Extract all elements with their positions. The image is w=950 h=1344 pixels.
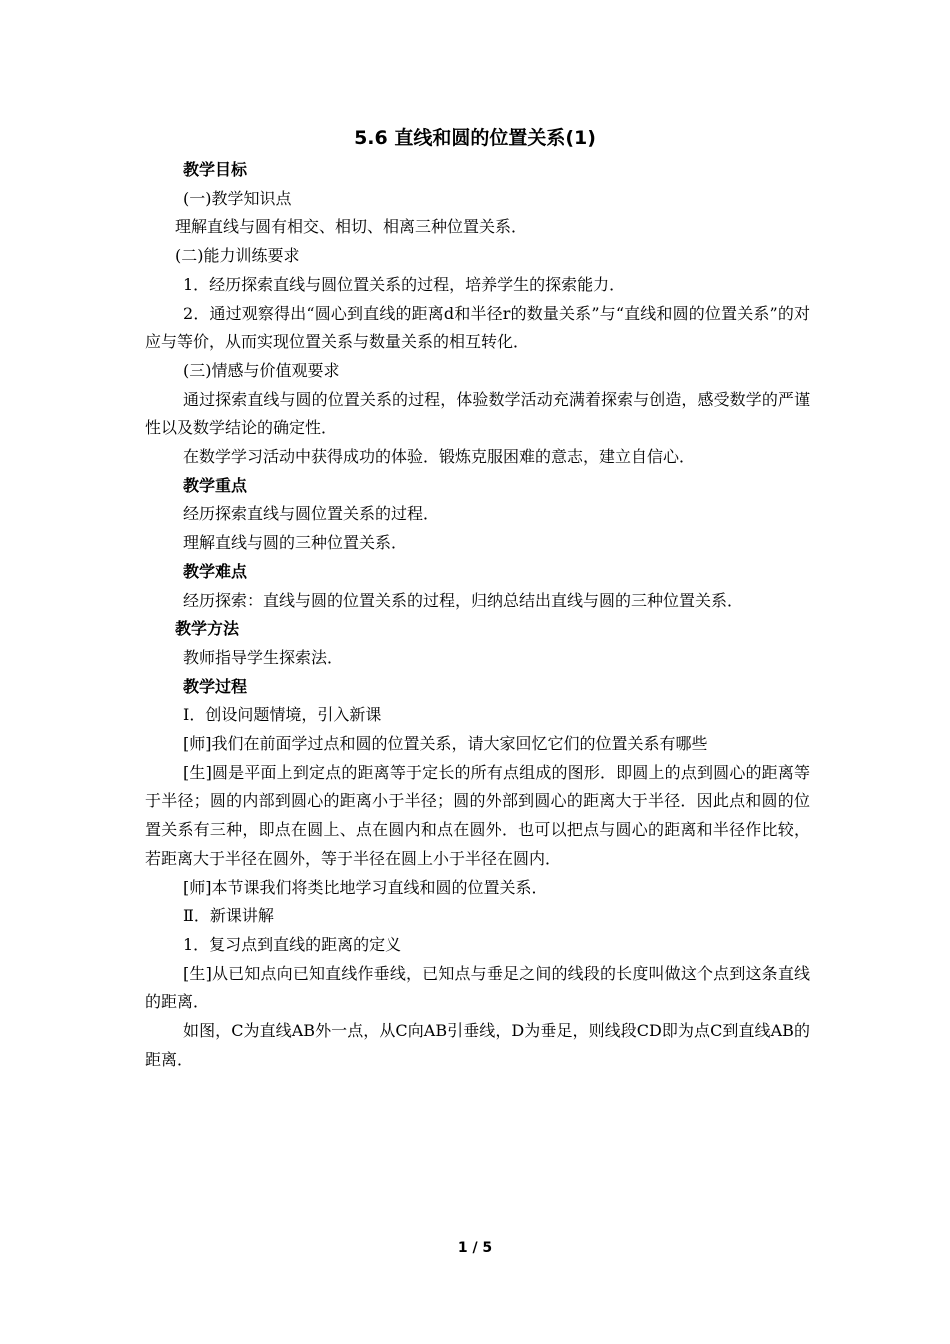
paragraph: 1．复习点到直线的距离的定义 [183, 934, 402, 954]
paragraph: 如图，C为直线AB外一点，从C向AB引垂线，D为垂足，则线段CD即为点C到直线AB的距离． [145, 1021, 810, 1069]
paragraph: 在数学学习活动中获得成功的体验．锻炼克服困难的意志，建立自信心． [183, 447, 696, 467]
paragraph: (一)教学知识点 [183, 188, 292, 208]
paragraph: [师]本节课我们将类比地学习直线和圆的位置关系． [183, 877, 548, 897]
paragraph: Ⅱ．新课讲解 [183, 906, 274, 926]
paragraph: [生]圆是平面上到定点的距离等于定长的所有点组成的图形．即圆上的点到圆心的距离等于半径；圆的内部到圆心的距离小于半径；圆的外部到圆心的距离大于半径．因此点和圆的位置关系有三种，即点在圆上、点在圆内和点在圆外．也可以把点与圆心的距离和半径作比较，若距离大于半径在圆外，等于半径在圆上小于半径在圆内． [145, 762, 810, 868]
section-heading: 教学难点 [183, 561, 248, 581]
section-heading: 教学目标 [183, 160, 248, 179]
paragraph: [生]从已知点向已知直线作垂线，已知点与垂足之间的线段的长度叫做这个点到这条直线的距离． [145, 963, 810, 1012]
paragraph: 通过探索直线与圆的位置关系的过程，体验数学活动充满着探索与创造，感受数学的严谨性以及数学结论的确定性． [145, 389, 810, 438]
paragraph: 1．经历探索直线与圆位置关系的过程，培养学生的探索能力． [183, 274, 626, 294]
paragraph: 2．通过观察得出“圆心到直线的距离d和半径r的数量关系”与“直线和圆的位置关系”的对应与等价，从而实现位置关系与数量关系的相互转化． [145, 303, 810, 352]
section-heading: 教学重点 [183, 475, 248, 495]
paragraph: 教师指导学生探索法． [183, 647, 344, 667]
paragraph: (三)情感与价值观要求 [183, 360, 340, 380]
paragraph: (二)能力训练要求 [175, 246, 300, 266]
paragraph: 理解直线与圆的三种位置关系． [183, 533, 408, 553]
paragraph: Ⅰ．创设问题情境，引入新课 [183, 705, 382, 725]
paragraph: 经历探索：直线与圆的位置关系的过程，归纳总结出直线与圆的三种位置关系． [183, 590, 744, 610]
page-number: 1 / 5 [457, 1240, 493, 1256]
document-body [145, 156, 810, 1075]
paragraph: 经历探索直线与圆位置关系的过程． [183, 504, 440, 524]
paragraph: [师]我们在前面学过点和圆的位置关系，请大家回忆它们的位置关系有哪些 [183, 734, 708, 754]
paragraph: 理解直线与圆有相交、相切、相离三种位置关系． [175, 217, 528, 237]
document-title: 5.6 直线和圆的位置关系(1) [354, 127, 596, 149]
section-heading: 教学过程 [183, 676, 248, 696]
section-heading: 教学方法 [175, 619, 240, 639]
